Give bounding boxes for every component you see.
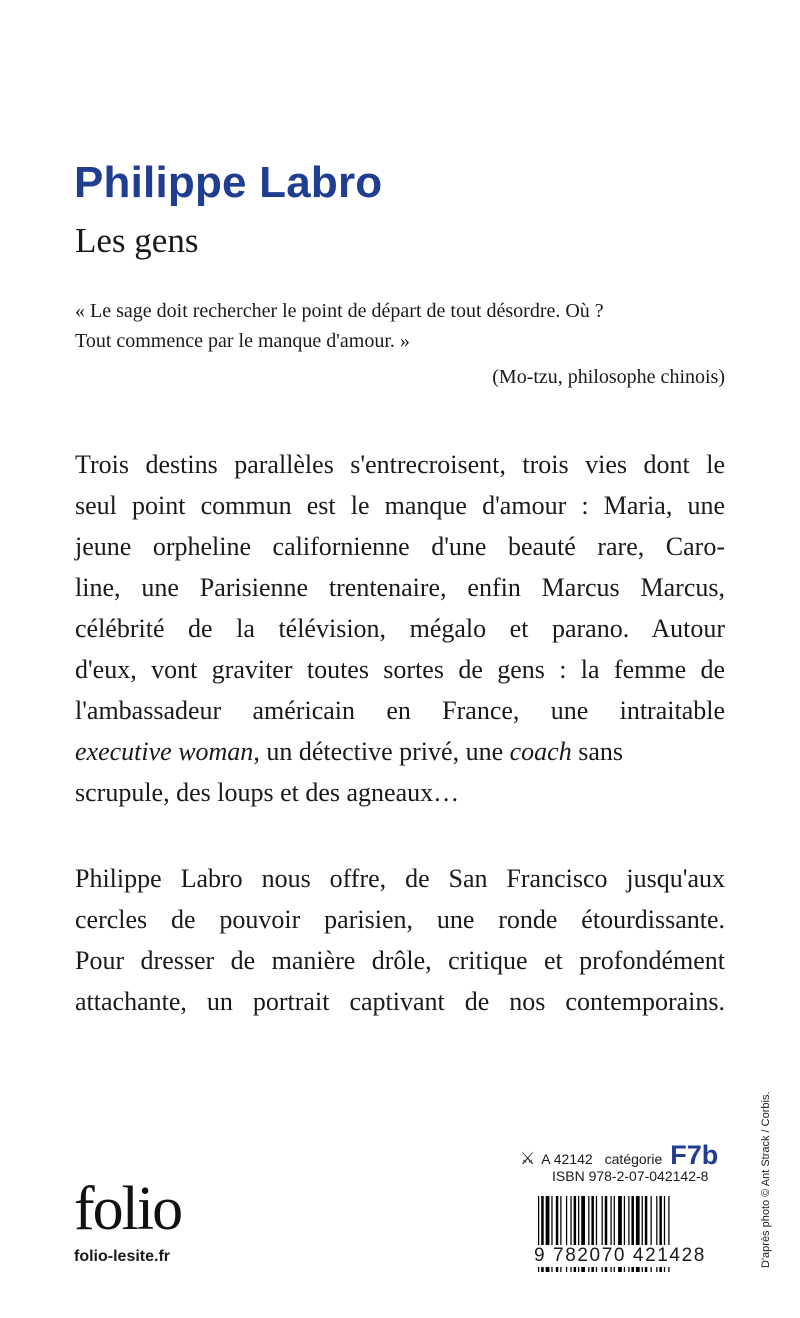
epigraph — [75, 296, 725, 392]
category-label: catégorie — [604, 1151, 663, 1167]
category-code: F7b — [670, 1140, 719, 1170]
summary-line: l'ambassadeur américain en France, une intraitable — [75, 696, 725, 725]
italic-term: coach — [509, 737, 572, 766]
author-name: Philippe Labro — [74, 158, 383, 207]
summary-paragraph-2 — [75, 858, 725, 1022]
publisher-website: folio-lesite.fr — [74, 1248, 171, 1265]
epigraph-line: « Le sage doit rechercher le point de départ de tout désordre. Où ? — [75, 300, 604, 322]
summary-line: seul point commun est le manque d'amour : Maria, une — [75, 491, 725, 520]
italic-term: executive woman — [75, 737, 254, 766]
summary-line: attachante, un portrait captivant de nos contemporains. — [75, 987, 725, 1016]
summary-paragraph-1 — [75, 444, 725, 813]
summary-text: sans — [571, 737, 623, 766]
category-symbol-icon: ⚔ — [520, 1149, 536, 1168]
epigraph-attribution: (Mo-tzu, philosophe chinois) — [492, 366, 725, 388]
summary-line: jeune orpheline californienne d'une beauté rare, Caro- — [75, 532, 725, 561]
summary-line: d'eux, vont graviter toutes sortes de gens : la femme de — [75, 655, 725, 684]
summary-line-mixed — [75, 731, 725, 772]
summary-text: , un détective privé, une — [253, 737, 510, 766]
folio-logo: folio — [74, 1175, 182, 1243]
photo-credit: D'après photo © Ant Strack / Corbis. — [760, 1091, 772, 1268]
summary-line: scrupule, des loups et des agneaux… — [75, 778, 460, 807]
summary-line: Philippe Labro nous offre, de San Francisco jusqu'aux — [75, 864, 725, 893]
summary-line: Pour dresser de manière drôle, critique et profondément — [75, 946, 725, 975]
summary-line: cercles de pouvoir parisien, une ronde étourdissante. — [75, 905, 725, 934]
summary-line: célébrité de la télévision, mégalo et parano. Autour — [75, 614, 725, 643]
barcode-digits: 9 782070 421428 — [534, 1245, 706, 1266]
summary-line: line, une Parisienne trentenaire, enfin Marcus Marcus, — [75, 573, 725, 602]
epigraph-line: Tout commence par le manque d'amour. » — [75, 330, 410, 352]
catalog-line — [520, 1140, 718, 1171]
isbn: ISBN 978-2-07-042142-8 — [552, 1168, 709, 1184]
summary-line: Trois destins parallèles s'entrecroisent, trois vies dont le — [75, 450, 725, 479]
catalog-number: A 42142 — [541, 1151, 593, 1167]
book-title: Les gens — [75, 221, 199, 260]
